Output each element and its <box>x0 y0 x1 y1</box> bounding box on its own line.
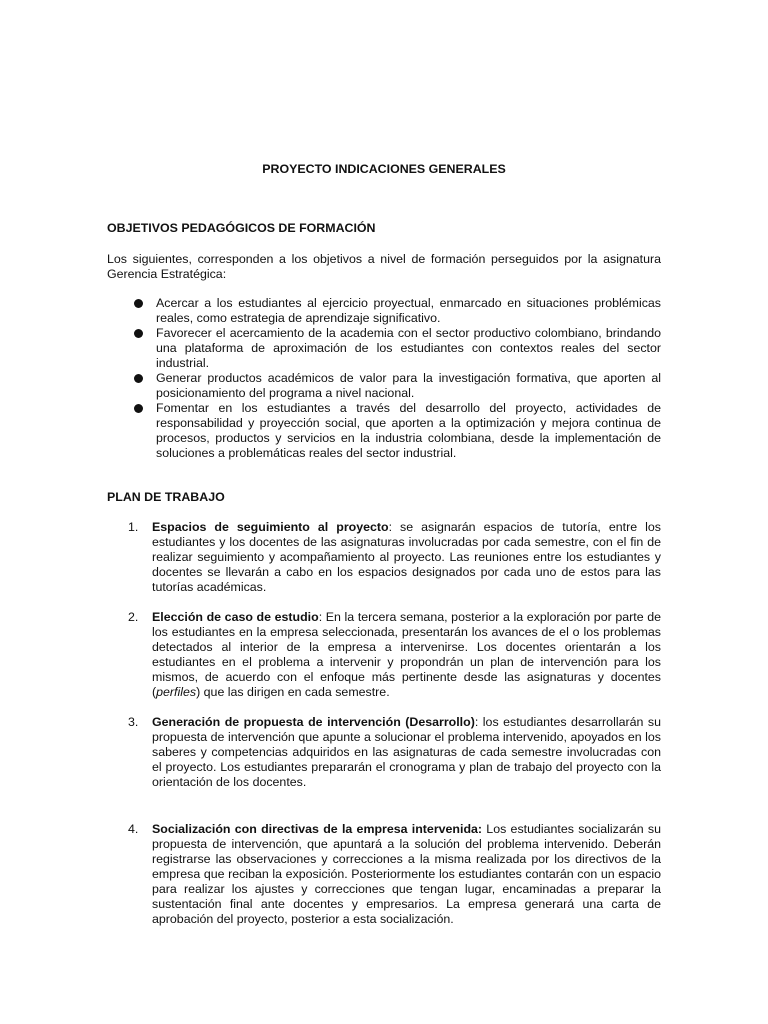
list-item <box>107 326 661 371</box>
plan-step <box>107 610 661 700</box>
step-number: 3. <box>128 715 139 729</box>
step-text: : los estudiantes desarrollarán su propuesta de intervención que apunte a solucionar el problema intervenido, apoyados en los saberes y competencias adquiridos en las asignaturas de cada semestre involucradas con el proyecto. Los estudiantes prepararán el cronograma y plan de trabajo del proyecto con la orientación de los docentes. <box>152 715 661 789</box>
step-text: Los estudiantes socializarán su propuesta de intervención, que apuntará a la solución del problema intervenido. Deberán registrarse las observaciones y correcciones a la misma realizada por los directivos de la empresa que reciban la exposición. Posteriormente los estudiantes contarán con un espacio para realizar los ajustes y correcciones que tengan lugar, encaminadas a preparar la sustentación final ante docentes y empresarios. La empresa generará una carta de aprobación del proyecto, posterior a esta socialización. <box>152 822 661 926</box>
list-item <box>107 401 661 461</box>
list-item <box>107 371 661 401</box>
step-italic-text: perfiles <box>156 685 197 699</box>
objectives-heading: OBJETIVOS PEDAGÓGICOS DE FORMACIÓN <box>107 221 376 235</box>
step-text: : En la tercera semana, posterior a la exploración por parte de los estudiantes en la empresa seleccionada, presentarán los avances de el o los problemas detectados al interior de la empresa a intervenirse. Los docentes orientarán a los estudiantes en el problema a intervenir y propondrán un plan de intervención para los mismos, de acuerdo con el enfoque más pertinente desde las asignaturas y docentes ( <box>152 610 661 699</box>
step-number: 4. <box>128 822 139 836</box>
bullet-icon <box>134 404 143 413</box>
bullet-text: Generar productos académicos de valor para la investigación formativa, que aporten al posicionamiento del programa a nivel nacional. <box>156 371 661 400</box>
step-title: Espacios de seguimiento al proyecto <box>152 520 389 534</box>
objectives-intro: Los siguientes, corresponden a los objetivos a nivel de formación perseguidos por la asignatura Gerencia Estratégica: <box>107 252 661 281</box>
step-number: 1. <box>128 520 139 534</box>
step-text: : se asignarán espacios de tutoría, entre los estudiantes y los docentes de las asignaturas involucradas por cada semestre, con el fin de realizar seguimiento y acompañamiento al proyecto. Las reuniones entre los estudiantes y docentes se llevarán a cabo en los espacios designados por cada uno de estos para las tutorías académicas. <box>152 520 661 594</box>
objectives-list <box>107 296 661 461</box>
list-item <box>107 296 661 326</box>
plan-step <box>107 520 661 595</box>
step-body <box>152 822 661 927</box>
step-title: Socialización con directivas de la empresa intervenida: <box>152 822 483 836</box>
document-title: PROYECTO INDICACIONES GENERALES <box>262 162 506 176</box>
bullet-icon <box>134 374 143 383</box>
step-text-tail: ) que las dirigen en cada semestre. <box>196 685 390 699</box>
plan-heading: PLAN DE TRABAJO <box>107 490 225 504</box>
bullet-icon <box>134 299 143 308</box>
step-title: Elección de caso de estudio <box>152 610 319 624</box>
step-body <box>152 520 661 595</box>
bullet-text: Fomentar en los estudiantes a través del desarrollo del proyecto, actividades de responsabilidad y proyección social, que aporten a la optimización y mejora continua de procesos, productos y servicios en la industria colombiana, desde la implementación de soluciones a problemáticas reales del sector industrial. <box>156 401 661 460</box>
step-number: 2. <box>128 610 139 624</box>
bullet-text: Favorecer el acercamiento de la academia con el sector productivo colombiano, brindando una plataforma de aproximación de los estudiantes con contextos reales del sector industrial. <box>156 326 661 370</box>
plan-step <box>107 822 661 927</box>
step-title: Generación de propuesta de intervención (Desarrollo) <box>152 715 475 729</box>
bullet-icon <box>134 329 143 338</box>
bullet-text: Acercar a los estudiantes al ejercicio proyectual, enmarcado en situaciones problémicas reales, como estrategia de aprendizaje significativo. <box>156 296 661 325</box>
step-body <box>152 715 661 790</box>
plan-step <box>107 715 661 790</box>
step-body <box>152 610 661 700</box>
